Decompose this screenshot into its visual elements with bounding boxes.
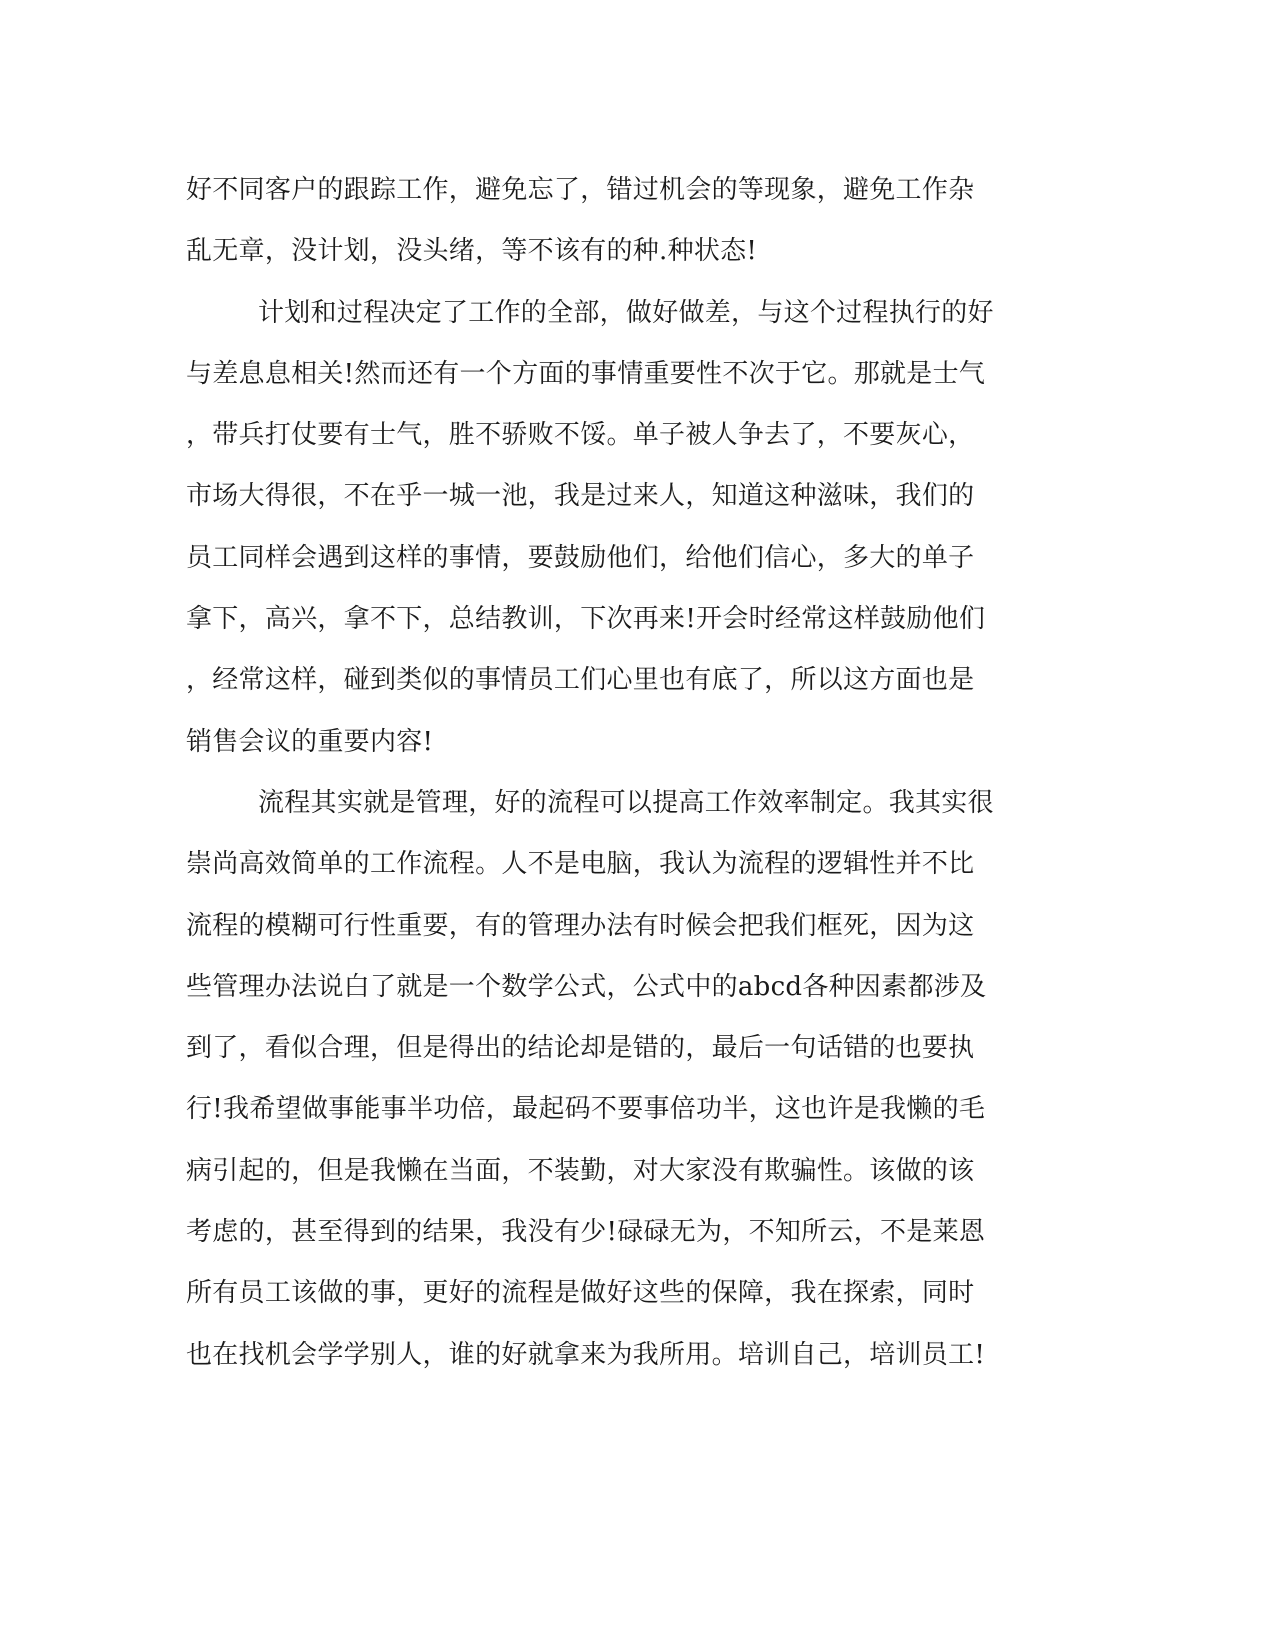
text-line: 也在找机会学学别人，谁的好就拿来为我所用。培训自己，培训员工! <box>186 1339 986 1370</box>
text-line: 到了，看似合理，但是得出的结论却是错的，最后一句话错的也要执 <box>186 1033 975 1064</box>
text-line: 考虑的，甚至得到的结果，我没有少!碌碌无为，不知所云，不是莱恩 <box>186 1217 986 1248</box>
text-line: 市场大得很，不在乎一城一池，我是过来人，知道这种滋味，我们的 <box>186 481 975 512</box>
text-line: 乱无章，没计划，没头绪，等不该有的种.种状态! <box>186 236 758 267</box>
text-line: 拿下，高兴，拿不下，总结教训，下次再来!开会时经常这样鼓励他们 <box>186 604 986 635</box>
paragraph-first-line: 计划和过程决定了工作的全部，做好做差，与这个过程执行的好 <box>258 297 994 328</box>
text-line: ，经常这样，碰到类似的事情员工们心里也有底了，所以这方面也是 <box>186 665 975 696</box>
text-line: 崇尚高效简单的工作流程。人不是电脑，我认为流程的逻辑性并不比 <box>186 849 975 880</box>
text-line: ，带兵打仗要有士气，胜不骄败不馁。单子被人争去了，不要灰心， <box>186 420 975 451</box>
paragraph-first-line: 流程其实就是管理，好的流程可以提高工作效率制定。我其实很 <box>258 787 994 818</box>
text-line: 些管理办法说白了就是一个数学公式，公式中的abcd各种因素都涉及 <box>186 971 987 1002</box>
text-line: 病引起的，但是我懒在当面，不装勤，对大家没有欺骗性。该做的该 <box>186 1155 975 1186</box>
text-line: 与差息息相关!然而还有一个方面的事情重要性不次于它。那就是士气 <box>186 358 986 389</box>
text-line: 好不同客户的跟踪工作，避免忘了，错过机会的等现象，避免工作杂 <box>186 175 975 205</box>
text-line: 员工同样会遇到这样的事情，要鼓励他们，给他们信心，多大的单子 <box>186 542 975 573</box>
text-line: 流程的模糊可行性重要，有的管理办法有时候会把我们框死，因为这 <box>186 910 975 941</box>
body-text <box>186 160 1086 1386</box>
text-line: 所有员工该做的事，更好的流程是做好这些的保障，我在探索，同时 <box>186 1278 975 1309</box>
text-line: 销售会议的重要内容! <box>186 726 434 757</box>
text-line: 行!我希望做事能事半功倍，最起码不要事倍功半，这也许是我懒的毛 <box>186 1094 986 1125</box>
